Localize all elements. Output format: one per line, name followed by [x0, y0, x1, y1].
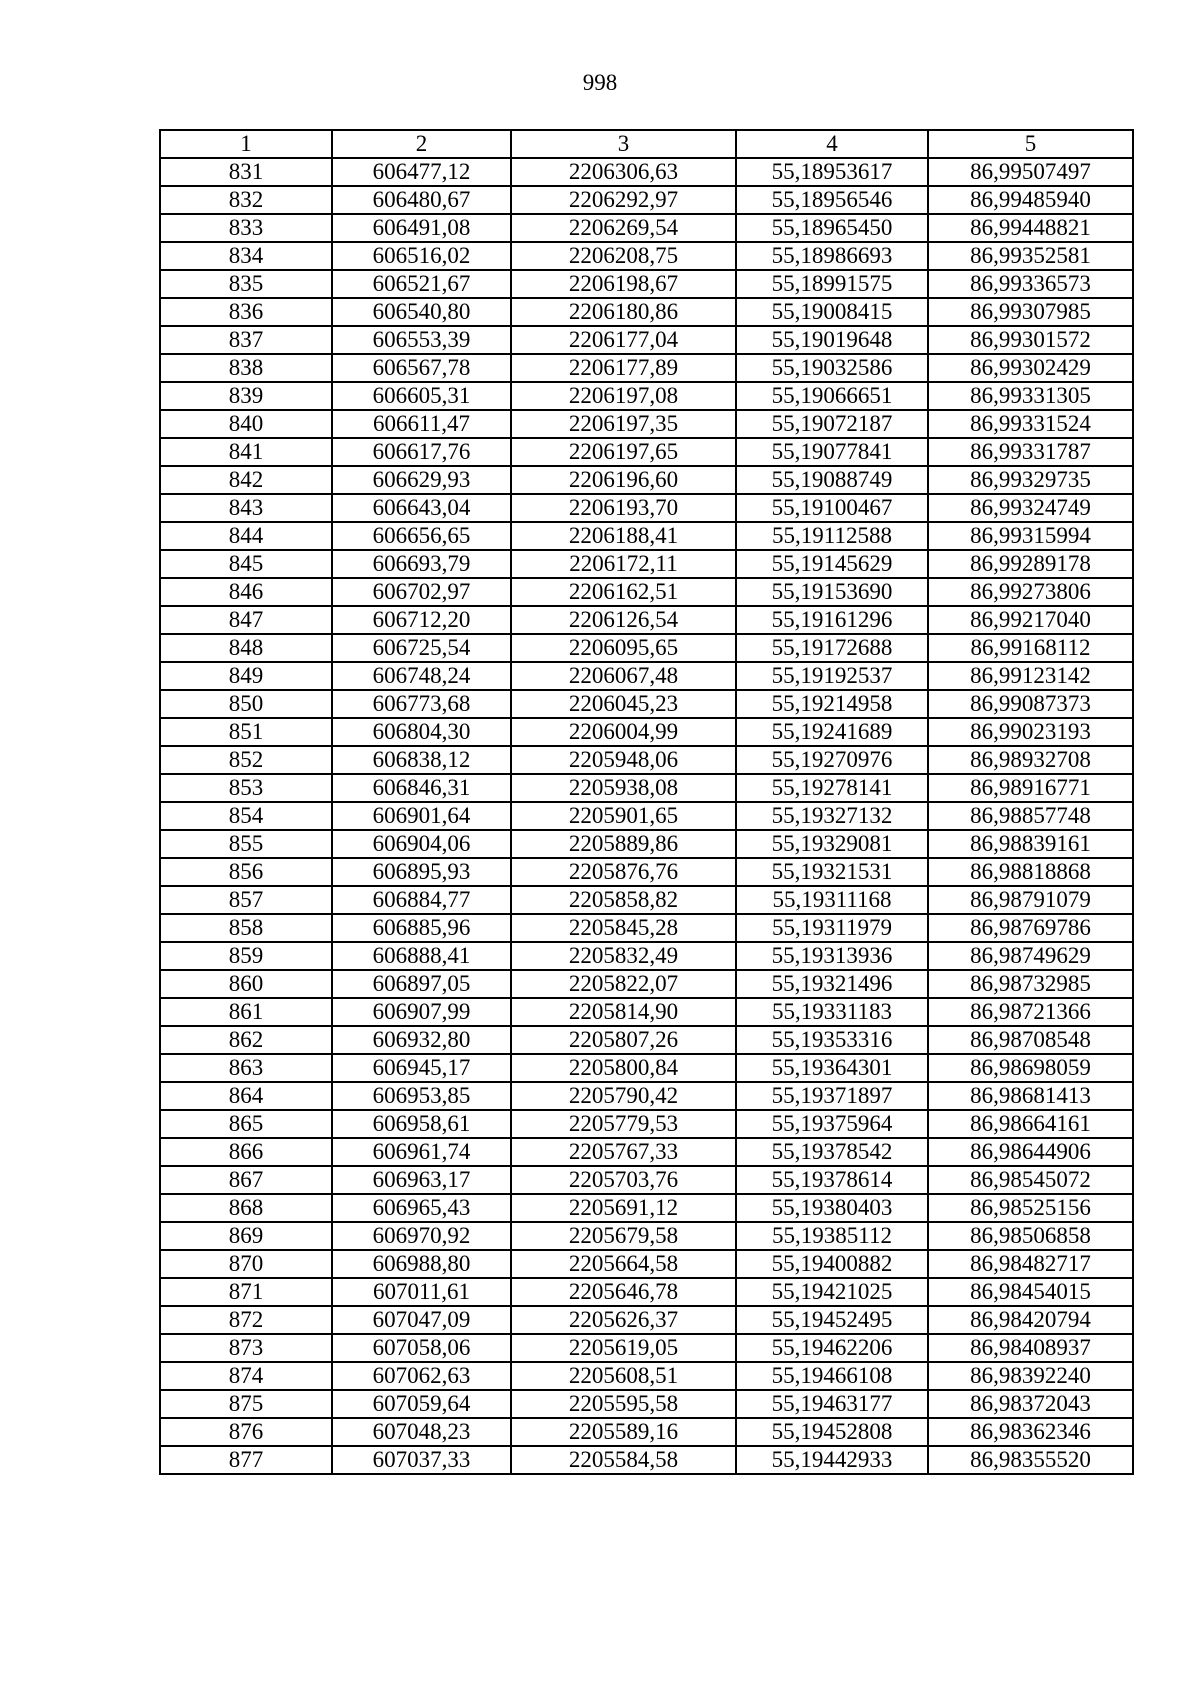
table-cell: 55,19442933 — [736, 1446, 928, 1474]
table-cell: 55,19088749 — [736, 466, 928, 494]
table-cell: 857 — [160, 886, 332, 914]
table-cell: 834 — [160, 242, 332, 270]
table-row — [160, 1054, 1133, 1082]
table-cell: 861 — [160, 998, 332, 1026]
table-cell: 55,19311168 — [736, 886, 928, 914]
table-cell: 2205814,90 — [511, 998, 736, 1026]
table-cell: 606480,67 — [332, 186, 511, 214]
table-cell: 856 — [160, 858, 332, 886]
table-row — [160, 298, 1133, 326]
table-cell: 2205664,58 — [511, 1250, 736, 1278]
table-cell: 86,98857748 — [928, 802, 1133, 830]
table-row — [160, 354, 1133, 382]
column-header: 4 — [736, 130, 928, 158]
table-cell: 86,99217040 — [928, 606, 1133, 634]
table-row — [160, 1362, 1133, 1390]
table-cell: 606888,41 — [332, 942, 511, 970]
table-row — [160, 158, 1133, 186]
page-number: 998 — [582, 70, 618, 95]
table-cell: 2205626,37 — [511, 1306, 736, 1334]
table-cell: 86,98708548 — [928, 1026, 1133, 1054]
table-cell: 875 — [160, 1390, 332, 1418]
table-cell: 55,19241689 — [736, 718, 928, 746]
table-cell: 55,19421025 — [736, 1278, 928, 1306]
table-cell: 832 — [160, 186, 332, 214]
table-cell: 2206197,08 — [511, 382, 736, 410]
table-cell: 86,98362346 — [928, 1418, 1133, 1446]
table-cell: 55,19353316 — [736, 1026, 928, 1054]
table-cell: 606901,64 — [332, 802, 511, 830]
table-cell: 55,19313936 — [736, 942, 928, 970]
table-cell: 86,99324749 — [928, 494, 1133, 522]
table-cell: 2206197,65 — [511, 438, 736, 466]
table-row — [160, 606, 1133, 634]
table-cell: 2206162,51 — [511, 578, 736, 606]
table-cell: 606804,30 — [332, 718, 511, 746]
table-cell: 838 — [160, 354, 332, 382]
table-cell: 2205832,49 — [511, 942, 736, 970]
table-row — [160, 1306, 1133, 1334]
table-cell: 607062,63 — [332, 1362, 511, 1390]
table-cell: 86,99448821 — [928, 214, 1133, 242]
table-cell: 607059,64 — [332, 1390, 511, 1418]
table-cell: 55,19161296 — [736, 606, 928, 634]
table-cell: 606904,06 — [332, 830, 511, 858]
table-cell: 2206193,70 — [511, 494, 736, 522]
table-cell: 86,99273806 — [928, 578, 1133, 606]
table-cell: 606567,78 — [332, 354, 511, 382]
table-cell: 86,99123142 — [928, 662, 1133, 690]
table-cell: 55,19153690 — [736, 578, 928, 606]
table-cell: 2206292,97 — [511, 186, 736, 214]
table-cell: 55,19100467 — [736, 494, 928, 522]
table-row — [160, 242, 1133, 270]
table-cell: 607047,09 — [332, 1306, 511, 1334]
table-cell: 848 — [160, 634, 332, 662]
table-cell: 2205584,58 — [511, 1446, 736, 1474]
table-cell: 86,98355520 — [928, 1446, 1133, 1474]
table-cell: 86,98732985 — [928, 970, 1133, 998]
table-cell: 55,19400882 — [736, 1250, 928, 1278]
table-cell: 606884,77 — [332, 886, 511, 914]
table-cell: 860 — [160, 970, 332, 998]
table-cell: 86,99087373 — [928, 690, 1133, 718]
table-cell: 873 — [160, 1334, 332, 1362]
table-cell: 852 — [160, 746, 332, 774]
table-cell: 2205948,06 — [511, 746, 736, 774]
table-row — [160, 1166, 1133, 1194]
table-cell: 606611,47 — [332, 410, 511, 438]
table-cell: 840 — [160, 410, 332, 438]
table-cell: 874 — [160, 1362, 332, 1390]
table-cell: 86,99302429 — [928, 354, 1133, 382]
table-cell: 86,98681413 — [928, 1082, 1133, 1110]
table-cell: 2205767,33 — [511, 1138, 736, 1166]
table-row — [160, 970, 1133, 998]
table-cell: 55,19112588 — [736, 522, 928, 550]
table-row — [160, 1390, 1133, 1418]
table-row — [160, 942, 1133, 970]
table-row — [160, 410, 1133, 438]
table-row — [160, 1250, 1133, 1278]
table-cell: 606970,92 — [332, 1222, 511, 1250]
table-row — [160, 1334, 1133, 1362]
table-body — [160, 158, 1133, 1474]
table-cell: 2206177,04 — [511, 326, 736, 354]
table-cell: 55,19032586 — [736, 354, 928, 382]
table-cell: 842 — [160, 466, 332, 494]
column-header: 5 — [928, 130, 1133, 158]
table-cell: 606491,08 — [332, 214, 511, 242]
table-cell: 868 — [160, 1194, 332, 1222]
coordinates-table — [159, 129, 1134, 1475]
table-cell: 86,99315994 — [928, 522, 1133, 550]
table-cell: 833 — [160, 214, 332, 242]
table-cell: 872 — [160, 1306, 332, 1334]
table-cell: 2205938,08 — [511, 774, 736, 802]
table-cell: 86,98644906 — [928, 1138, 1133, 1166]
table-cell: 55,19385112 — [736, 1222, 928, 1250]
table-cell: 86,98525156 — [928, 1194, 1133, 1222]
table-cell: 606477,12 — [332, 158, 511, 186]
table-cell: 835 — [160, 270, 332, 298]
table-cell: 845 — [160, 550, 332, 578]
table-cell: 606897,05 — [332, 970, 511, 998]
table-cell: 2206188,41 — [511, 522, 736, 550]
table-cell: 866 — [160, 1138, 332, 1166]
table-cell: 55,19278141 — [736, 774, 928, 802]
table-row — [160, 1278, 1133, 1306]
table-cell: 841 — [160, 438, 332, 466]
table-cell: 606521,67 — [332, 270, 511, 298]
table-cell: 55,19066651 — [736, 382, 928, 410]
table-row — [160, 1082, 1133, 1110]
table-cell: 55,19172688 — [736, 634, 928, 662]
table-row — [160, 382, 1133, 410]
table-cell: 86,98818868 — [928, 858, 1133, 886]
table-cell: 55,18953617 — [736, 158, 928, 186]
table-cell: 86,99352581 — [928, 242, 1133, 270]
table-cell: 55,19321531 — [736, 858, 928, 886]
table-cell: 86,98698059 — [928, 1054, 1133, 1082]
table-cell: 2206306,63 — [511, 158, 736, 186]
table-cell: 55,19466108 — [736, 1362, 928, 1390]
table-cell: 86,99331305 — [928, 382, 1133, 410]
table-cell: 55,19192537 — [736, 662, 928, 690]
table-cell: 839 — [160, 382, 332, 410]
table-cell: 55,18986693 — [736, 242, 928, 270]
table-cell: 849 — [160, 662, 332, 690]
table-cell: 606712,20 — [332, 606, 511, 634]
table-row — [160, 1026, 1133, 1054]
table-row — [160, 774, 1133, 802]
table-row — [160, 214, 1133, 242]
table-cell: 2206067,48 — [511, 662, 736, 690]
table-cell: 837 — [160, 326, 332, 354]
table-cell: 55,19371897 — [736, 1082, 928, 1110]
table-row — [160, 1110, 1133, 1138]
table-header-row — [160, 130, 1133, 158]
table-row — [160, 746, 1133, 774]
table-cell: 854 — [160, 802, 332, 830]
table-cell: 2205646,78 — [511, 1278, 736, 1306]
table-cell: 2205889,86 — [511, 830, 736, 858]
table-cell: 606961,74 — [332, 1138, 511, 1166]
table-cell: 86,98721366 — [928, 998, 1133, 1026]
table-cell: 2206126,54 — [511, 606, 736, 634]
table-cell: 55,19364301 — [736, 1054, 928, 1082]
table-cell: 86,98664161 — [928, 1110, 1133, 1138]
table-cell: 606656,65 — [332, 522, 511, 550]
table-cell: 606605,31 — [332, 382, 511, 410]
table-cell: 855 — [160, 830, 332, 858]
table-cell: 606963,17 — [332, 1166, 511, 1194]
table-cell: 607058,06 — [332, 1334, 511, 1362]
table-row — [160, 886, 1133, 914]
table-cell: 606516,02 — [332, 242, 511, 270]
table-cell: 870 — [160, 1250, 332, 1278]
table-cell: 2206095,65 — [511, 634, 736, 662]
table-cell: 55,19321496 — [736, 970, 928, 998]
table-cell: 86,99336573 — [928, 270, 1133, 298]
table-cell: 2206208,75 — [511, 242, 736, 270]
table-cell: 606932,80 — [332, 1026, 511, 1054]
table-cell: 55,19270976 — [736, 746, 928, 774]
table-cell: 858 — [160, 914, 332, 942]
table-cell: 2205800,84 — [511, 1054, 736, 1082]
table-cell: 86,98749629 — [928, 942, 1133, 970]
table-cell: 844 — [160, 522, 332, 550]
table-cell: 86,98408937 — [928, 1334, 1133, 1362]
table-cell: 2205608,51 — [511, 1362, 736, 1390]
table-cell: 836 — [160, 298, 332, 326]
table-cell: 55,19019648 — [736, 326, 928, 354]
table-row — [160, 634, 1133, 662]
table-cell: 606617,76 — [332, 438, 511, 466]
table-row — [160, 1194, 1133, 1222]
table-cell: 2205790,42 — [511, 1082, 736, 1110]
table-cell: 606846,31 — [332, 774, 511, 802]
table-cell: 55,19329081 — [736, 830, 928, 858]
table-cell: 847 — [160, 606, 332, 634]
table-cell: 55,19311979 — [736, 914, 928, 942]
table-cell: 606773,68 — [332, 690, 511, 718]
table-cell: 2206197,35 — [511, 410, 736, 438]
table-cell: 859 — [160, 942, 332, 970]
table-row — [160, 858, 1133, 886]
table-cell: 86,98839161 — [928, 830, 1133, 858]
table-row — [160, 578, 1133, 606]
table-cell: 86,98372043 — [928, 1390, 1133, 1418]
table-cell: 876 — [160, 1418, 332, 1446]
table-cell: 871 — [160, 1278, 332, 1306]
table-cell: 846 — [160, 578, 332, 606]
table-cell: 606885,96 — [332, 914, 511, 942]
table-cell: 864 — [160, 1082, 332, 1110]
table-cell: 2206004,99 — [511, 718, 736, 746]
table-cell: 2205595,58 — [511, 1390, 736, 1418]
table-cell: 606953,85 — [332, 1082, 511, 1110]
table-row — [160, 466, 1133, 494]
table-cell: 2206045,23 — [511, 690, 736, 718]
table-cell: 55,19452808 — [736, 1418, 928, 1446]
table-cell: 55,19452495 — [736, 1306, 928, 1334]
table-cell: 55,19378542 — [736, 1138, 928, 1166]
table-cell: 2205845,28 — [511, 914, 736, 942]
table-row — [160, 718, 1133, 746]
table-cell: 86,98932708 — [928, 746, 1133, 774]
table-cell: 607011,61 — [332, 1278, 511, 1306]
table-cell: 850 — [160, 690, 332, 718]
table-cell: 2206172,11 — [511, 550, 736, 578]
table-row — [160, 1138, 1133, 1166]
table-cell: 55,18991575 — [736, 270, 928, 298]
table-cell: 55,19463177 — [736, 1390, 928, 1418]
column-header: 2 — [332, 130, 511, 158]
table-cell: 86,99331787 — [928, 438, 1133, 466]
table-cell: 86,99507497 — [928, 158, 1133, 186]
table-cell: 86,99331524 — [928, 410, 1133, 438]
table-row — [160, 1446, 1133, 1474]
table-cell: 606895,93 — [332, 858, 511, 886]
table-cell: 606958,61 — [332, 1110, 511, 1138]
table-row — [160, 1222, 1133, 1250]
table-cell: 86,98392240 — [928, 1362, 1133, 1390]
table-cell: 55,19008415 — [736, 298, 928, 326]
table-row — [160, 270, 1133, 298]
table-cell: 606725,54 — [332, 634, 511, 662]
table-row — [160, 326, 1133, 354]
table-cell: 606643,04 — [332, 494, 511, 522]
table-cell: 606702,97 — [332, 578, 511, 606]
table-cell: 55,19072187 — [736, 410, 928, 438]
table-cell: 2205901,65 — [511, 802, 736, 830]
table-cell: 877 — [160, 1446, 332, 1474]
table-cell: 55,19375964 — [736, 1110, 928, 1138]
table-cell: 2206177,89 — [511, 354, 736, 382]
table-cell: 2205822,07 — [511, 970, 736, 998]
table-cell: 2205858,82 — [511, 886, 736, 914]
table-cell: 2205703,76 — [511, 1166, 736, 1194]
table-cell: 862 — [160, 1026, 332, 1054]
table-cell: 86,98420794 — [928, 1306, 1133, 1334]
table-cell: 86,99485940 — [928, 186, 1133, 214]
table-cell: 865 — [160, 1110, 332, 1138]
table-cell: 86,99301572 — [928, 326, 1133, 354]
table-cell: 606945,17 — [332, 1054, 511, 1082]
column-header: 3 — [511, 130, 736, 158]
table-cell: 86,99329735 — [928, 466, 1133, 494]
table-cell: 606540,80 — [332, 298, 511, 326]
table-cell: 2205619,05 — [511, 1334, 736, 1362]
table-cell: 86,98545072 — [928, 1166, 1133, 1194]
table-cell: 831 — [160, 158, 332, 186]
table-cell: 55,19214958 — [736, 690, 928, 718]
table-cell: 55,19145629 — [736, 550, 928, 578]
table-row — [160, 550, 1133, 578]
table-cell: 86,99289178 — [928, 550, 1133, 578]
table-cell: 853 — [160, 774, 332, 802]
table-cell: 55,18956546 — [736, 186, 928, 214]
table-cell: 86,99168112 — [928, 634, 1133, 662]
table-cell: 55,18965450 — [736, 214, 928, 242]
table-cell: 2205589,16 — [511, 1418, 736, 1446]
table-cell: 2205779,53 — [511, 1110, 736, 1138]
table-cell: 86,98506858 — [928, 1222, 1133, 1250]
table-cell: 867 — [160, 1166, 332, 1194]
table-cell: 2206269,54 — [511, 214, 736, 242]
table-cell: 843 — [160, 494, 332, 522]
table-cell: 86,99307985 — [928, 298, 1133, 326]
column-header: 1 — [160, 130, 332, 158]
table-cell: 2205691,12 — [511, 1194, 736, 1222]
table-cell: 606838,12 — [332, 746, 511, 774]
table-cell: 606693,79 — [332, 550, 511, 578]
table-cell: 606748,24 — [332, 662, 511, 690]
table-cell: 606907,99 — [332, 998, 511, 1026]
table-cell: 55,19331183 — [736, 998, 928, 1026]
table-row — [160, 830, 1133, 858]
table-cell: 55,19462206 — [736, 1334, 928, 1362]
table-row — [160, 522, 1133, 550]
table-row — [160, 662, 1133, 690]
table-cell: 86,98791079 — [928, 886, 1133, 914]
table-row — [160, 802, 1133, 830]
table-cell: 86,98482717 — [928, 1250, 1133, 1278]
table-cell: 86,99023193 — [928, 718, 1133, 746]
table-row — [160, 438, 1133, 466]
table-row — [160, 690, 1133, 718]
table-cell: 2206196,60 — [511, 466, 736, 494]
table-cell: 2205679,58 — [511, 1222, 736, 1250]
table-row — [160, 914, 1133, 942]
table-cell: 2206198,67 — [511, 270, 736, 298]
table-row — [160, 494, 1133, 522]
table-cell: 55,19077841 — [736, 438, 928, 466]
table-cell: 606629,93 — [332, 466, 511, 494]
table-cell: 869 — [160, 1222, 332, 1250]
table-cell: 606988,80 — [332, 1250, 511, 1278]
table-cell: 55,19378614 — [736, 1166, 928, 1194]
table-cell: 606553,39 — [332, 326, 511, 354]
table-cell: 2205807,26 — [511, 1026, 736, 1054]
table-cell: 606965,43 — [332, 1194, 511, 1222]
table-cell: 607037,33 — [332, 1446, 511, 1474]
table-cell: 863 — [160, 1054, 332, 1082]
table-cell: 86,98454015 — [928, 1278, 1133, 1306]
table-cell: 2206180,86 — [511, 298, 736, 326]
table-row — [160, 186, 1133, 214]
table-cell: 55,19380403 — [736, 1194, 928, 1222]
table-cell: 851 — [160, 718, 332, 746]
table-row — [160, 1418, 1133, 1446]
table-cell: 607048,23 — [332, 1418, 511, 1446]
table-row — [160, 998, 1133, 1026]
table-cell: 55,19327132 — [736, 802, 928, 830]
table-cell: 86,98769786 — [928, 914, 1133, 942]
table-cell: 86,98916771 — [928, 774, 1133, 802]
table-cell: 2205876,76 — [511, 858, 736, 886]
